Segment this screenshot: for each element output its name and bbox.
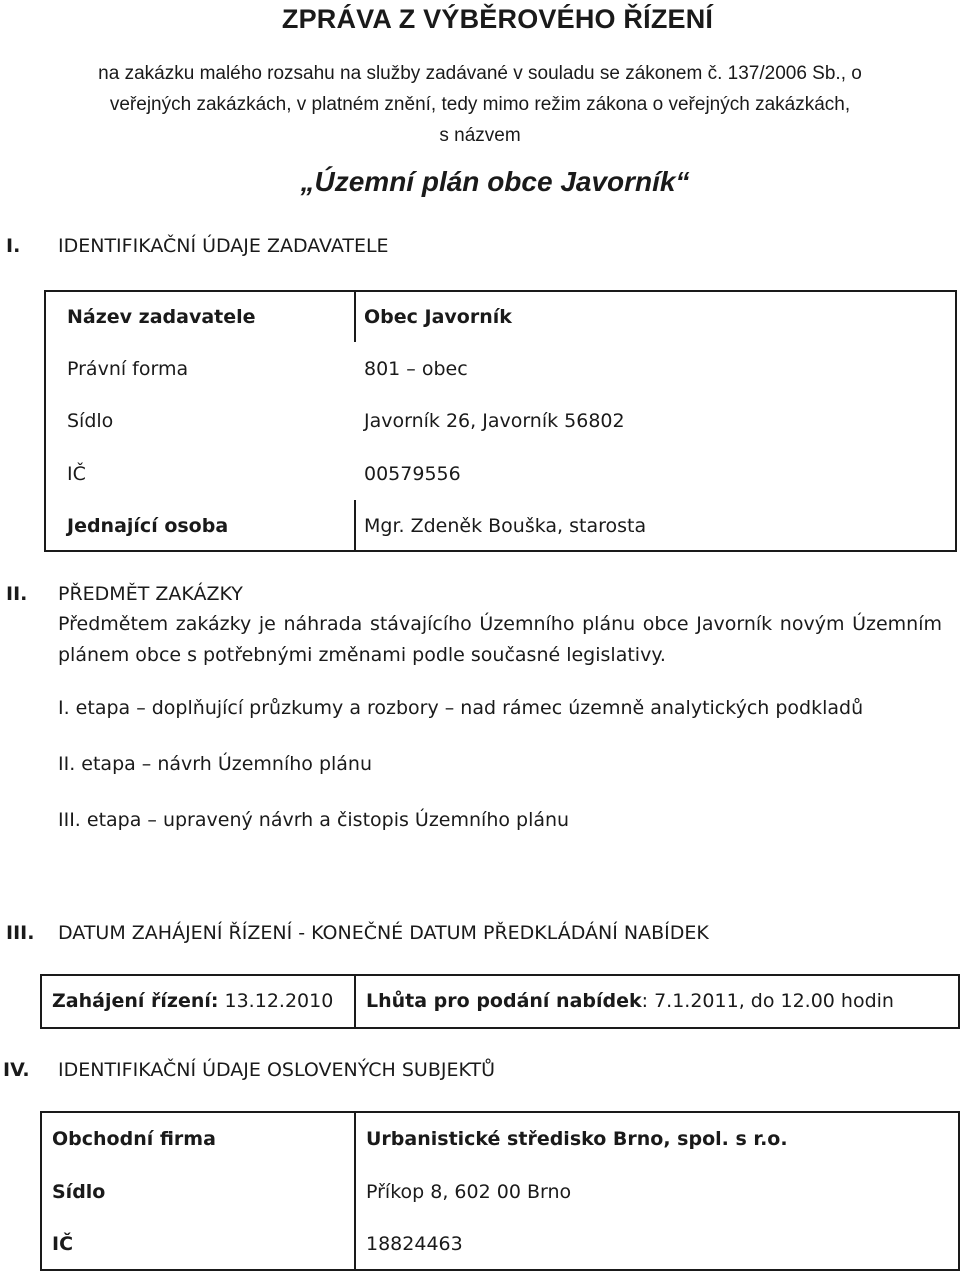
offer-deadline — [366, 990, 894, 1012]
business-name-value: Urbanistické středisko Brno, spol. s r.o. — [366, 1128, 788, 1150]
table-divider — [354, 1111, 356, 1271]
start-date — [52, 990, 333, 1012]
authority-name-value: Obec Javorník — [364, 306, 512, 328]
contract-subject-title: „Územní plán obce Javorník“ — [300, 166, 690, 197]
section-2-number: II. — [6, 583, 28, 605]
section-4-number: IV. — [3, 1059, 30, 1081]
subject-description-line-2: plánem obce s potřebnými změnami podle současné legislativy. — [58, 644, 666, 666]
intro-line-2: veřejných zakázkách, v platném znění, tedy mimo režim zákona o veřejných zakázkách, — [109, 94, 851, 115]
subject-description — [58, 609, 942, 671]
authority-name-label: Název zadavatele — [67, 306, 256, 328]
offer-deadline-label: Lhůta pro podání nabídek — [366, 990, 642, 1012]
company-id-value: 00579556 — [364, 463, 461, 485]
start-date-label: Zahájení řízení: — [52, 990, 219, 1012]
subject-company-id-value: 18824463 — [366, 1233, 463, 1255]
legal-form-label: Právní forma — [67, 358, 189, 380]
intro-line-3: s názvem — [439, 125, 521, 146]
representative-value: Mgr. Zdeněk Bouška, starosta — [364, 515, 647, 537]
section-3-heading: DATUM ZAHÁJENÍ ŘÍZENÍ - KONEČNÉ DATUM PŘEDKLÁDÁNÍ NABÍDEK — [58, 922, 709, 944]
stage-3: III. etapa – upravený návrh a čistopis Územního plánu — [58, 809, 570, 831]
table-divider — [354, 290, 356, 342]
company-id-label: IČ — [67, 463, 86, 485]
subject-seat-value: Příkop 8, 602 00 Brno — [366, 1181, 572, 1203]
document-title: ZPRÁVA Z VÝBĚROVÉHO ŘÍZENÍ — [281, 4, 714, 34]
document-intro — [60, 58, 900, 151]
intro-line-1: na zakázku malého rozsahu na služby zadávané v souladu se zákonem č. 137/2006 Sb., o — [98, 63, 862, 84]
section-3-number: III. — [6, 922, 35, 944]
section-1-number: I. — [6, 235, 21, 257]
stage-1: I. etapa – doplňující průzkumy a rozbory – nad rámec územně analytických podkladů — [58, 697, 864, 719]
representative-label: Jednající osoba — [67, 515, 229, 537]
subject-company-id-label: IČ — [52, 1233, 74, 1255]
section-2-heading: PŘEDMĚT ZAKÁZKY — [58, 583, 243, 605]
table-divider — [354, 974, 356, 1029]
stage-2: II. etapa – návrh Územního plánu — [58, 753, 373, 775]
table-divider — [354, 500, 356, 552]
section-4-heading: IDENTIFIKAČNÍ ÚDAJE OSLOVENÝCH SUBJEKTŮ — [58, 1059, 495, 1081]
seat-value: Javorník 26, Javorník 56802 — [364, 410, 625, 432]
offer-deadline-value: : 7.1.2011, do 12.00 hodin — [641, 990, 894, 1012]
subject-description-line-1: Předmětem zakázky je náhrada stávajícího Územního plánu obce Javorník novým Územním — [58, 613, 942, 635]
section-1-heading: IDENTIFIKAČNÍ ÚDAJE ZADAVATELE — [58, 235, 389, 257]
subject-seat-label: Sídlo — [52, 1181, 106, 1203]
legal-form-value: 801 – obec — [364, 358, 468, 380]
start-date-value: 13.12.2010 — [218, 990, 334, 1012]
business-name-label: Obchodní firma — [52, 1128, 216, 1150]
seat-label: Sídlo — [67, 410, 114, 432]
